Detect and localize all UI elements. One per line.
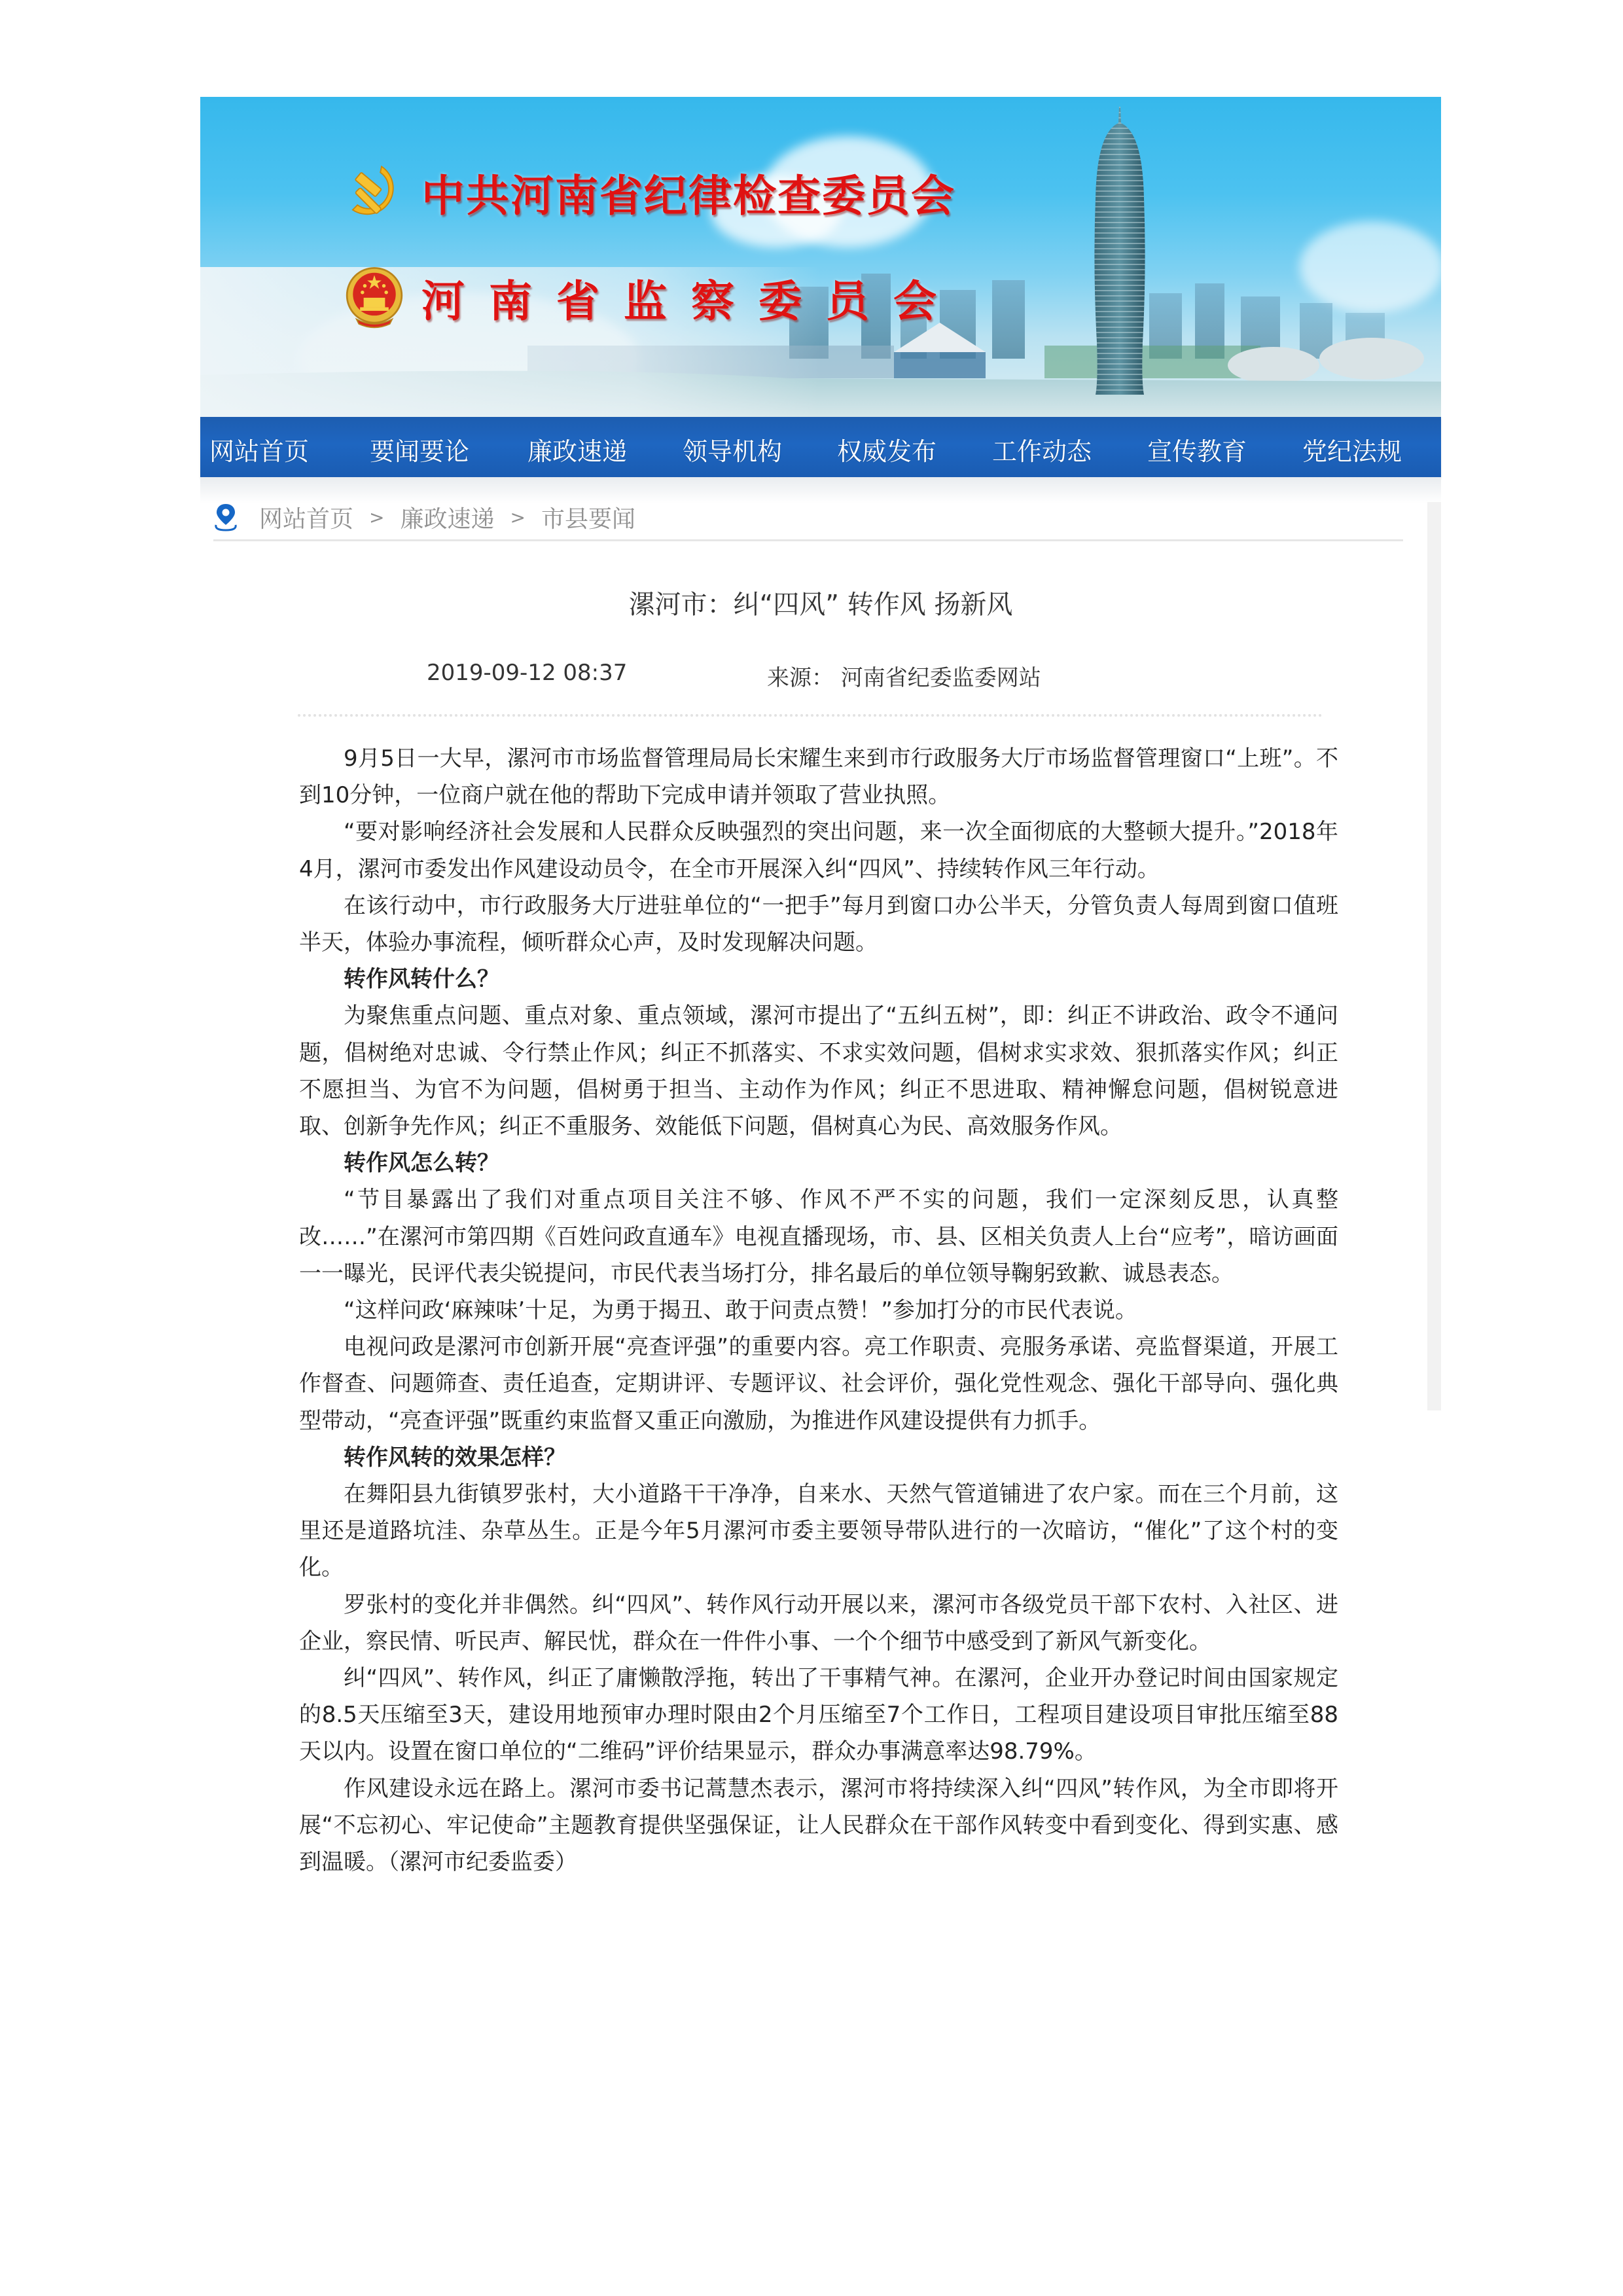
nav-item-education[interactable]: 宣传教育	[1147, 437, 1247, 466]
header-banner	[200, 97, 1441, 418]
tower-image	[1090, 107, 1149, 395]
article-paragraph: 在该行动中，市行政服务大厅进驻单位的“一把手”每月到窗口办公半天，分管负责人每周到窗口值班半天，体验办事流程，倾听群众心声，及时发现解决问题。	[299, 892, 1338, 956]
site-title-commission: 中共河南省纪律检查委员会	[421, 170, 955, 221]
article-paragraph: 9月5日一大早，漯河市市场监督管理局局长宋耀生来到市行政服务大厅市场监督管理窗口“上班”。不到10分钟，一位商户就在他的帮助下完成申请并领取了营业执照。	[299, 745, 1338, 809]
nav-item-work-updates[interactable]: 工作动态	[992, 437, 1092, 466]
nav-item-releases[interactable]: 权威发布	[837, 437, 937, 466]
article-paragraph: 罗张村的变化并非偶然。纠“四风”、转作风行动开展以来，漯河市各级党员干部下农村、入社区、进企业，察民情、听民声、解民忧，群众在一件件小事、一个个细节中感受到了新风气新变化。	[299, 1591, 1338, 1655]
nav-item-leadership[interactable]: 领导机构	[683, 437, 783, 466]
logo-row-commission	[344, 159, 955, 224]
breadcrumb-integrity-express[interactable]: 廉政速递	[400, 505, 495, 533]
breadcrumb-separator: >	[510, 506, 526, 528]
article-subheading: 转作风转什么？	[344, 966, 499, 993]
article-date: 2019-09-12 08:37	[427, 660, 628, 686]
logo-row-supervision	[344, 264, 961, 330]
article-source: 来源： 河南省纪委监委网站	[767, 665, 1041, 691]
article-subheading: 转作风转的效果怎样？	[344, 1444, 566, 1471]
article-paragraph: “这样问政‘麻辣味’十足，为勇于揭丑、敢于问责点赞！”参加打分的市民代表说。	[344, 1297, 1137, 1324]
national-emblem-icon	[344, 264, 404, 330]
breadcrumb	[213, 497, 635, 537]
nav-item-regulations[interactable]: 党纪法规	[1302, 437, 1402, 466]
article-paragraph: “节目暴露出了我们对重点项目关注不够、作风不严不实的问题，我们一定深刻反思，认真整改……”在漯河市第四期《百姓问政直通车》电视直播现场，市、县、区相关负责人上台“应考”，暗访画面一一曝光，民评代表尖锐提问，市民代表当场打分，排名最后的单位领导鞠躬致歉、诚恳表态。	[299, 1187, 1338, 1287]
party-emblem-icon	[344, 159, 404, 224]
article-paragraph: “要对影响经济社会发展和人民群众反映强烈的突出问题，来一次全面彻底的大整顿大提升。”2018年4月，漯河市委发出作风建设动员令，在全市开展深入纠“四风”、持续转作风三年行动。	[299, 819, 1338, 882]
breadcrumb-divider	[213, 539, 1403, 541]
article-body	[299, 740, 1338, 1880]
article-title: 漯河市：纠“四风” 转作风 扬新风	[628, 590, 1013, 620]
nav-item-integrity-express[interactable]: 廉政速递	[527, 437, 628, 466]
article-paragraph: 作风建设永远在路上。漯河市委书记蒿慧杰表示，漯河市将持续深入纠“四风”转作风，为全市即将开展“不忘初心、牢记使命”主题教育提供坚强保证，让人民群众在干部作风转变中看到变化、得到实惠、感到温暖。（漯河市纪委监委）	[299, 1775, 1338, 1876]
article-paragraph: 纠“四风”、转作风，纠正了庸懒散浮拖，转出了干事精气神。在漯河，企业开办登记时间由国家规定的8.5天压缩至3天，建设用地预审办理时限由2个月压缩至7个工作日，工程项目建设项目审批压缩至88天以内。设置在窗口单位的“二维码”评价结果显示，群众办事满意率达98.79%。	[299, 1665, 1338, 1765]
location-pin-icon	[213, 503, 238, 531]
nav-item-home[interactable]: 网站首页	[209, 437, 310, 466]
breadcrumb-separator: >	[369, 506, 385, 528]
article-header-divider	[298, 714, 1323, 717]
main-nav	[200, 417, 1441, 477]
article-subheading: 转作风怎么转？	[344, 1150, 499, 1177]
article-paragraph: 电视问政是漯河市创新开展“亮查评强”的重要内容。亮工作职责、亮服务承诺、亮监督渠道，开展工作督查、问题筛查、责任追查，定期讲评、专题评议、社会评价，强化党性观念、强化干部导向、强化典型带动，“亮查评强”既重约束监督又重正向激励，为推进作风建设提供有力抓手。	[299, 1334, 1338, 1434]
side-scrollbar-track[interactable]	[1427, 502, 1441, 1410]
nav-item-news[interactable]: 要闻要论	[370, 437, 470, 466]
article-paragraph: 在舞阳县九街镇罗张村，大小道路干干净净，自来水、天然气管道铺进了农户家。而在三个月前，这里还是道路坑洼、杂草丛生。正是今年5月漯河市委主要领导带队进行的一次暗访，“催化”了这个村的变化。	[299, 1481, 1338, 1581]
site-title-supervision: 河南省监察委员会	[421, 276, 961, 327]
article-paragraph: 为聚焦重点问题、重点对象、重点领域，漯河市提出了“五纠五树”，即：纠正不讲政治、政令不通问题，倡树绝对忠诚、令行禁止作风；纠正不抓落实、不求实效问题，倡树求实求效、狠抓落实作风；纠正不愿担当、为官不为问题，倡树勇于担当、主动作为作风；纠正不思进取、精神懈怠问题，倡树锐意进取、创新争先作风；纠正不重服务、效能低下问题，倡树真心为民、高效服务作风。	[299, 1003, 1338, 1140]
breadcrumb-city-county-news[interactable]: 市县要闻	[541, 505, 635, 533]
breadcrumb-home[interactable]: 网站首页	[259, 505, 354, 533]
